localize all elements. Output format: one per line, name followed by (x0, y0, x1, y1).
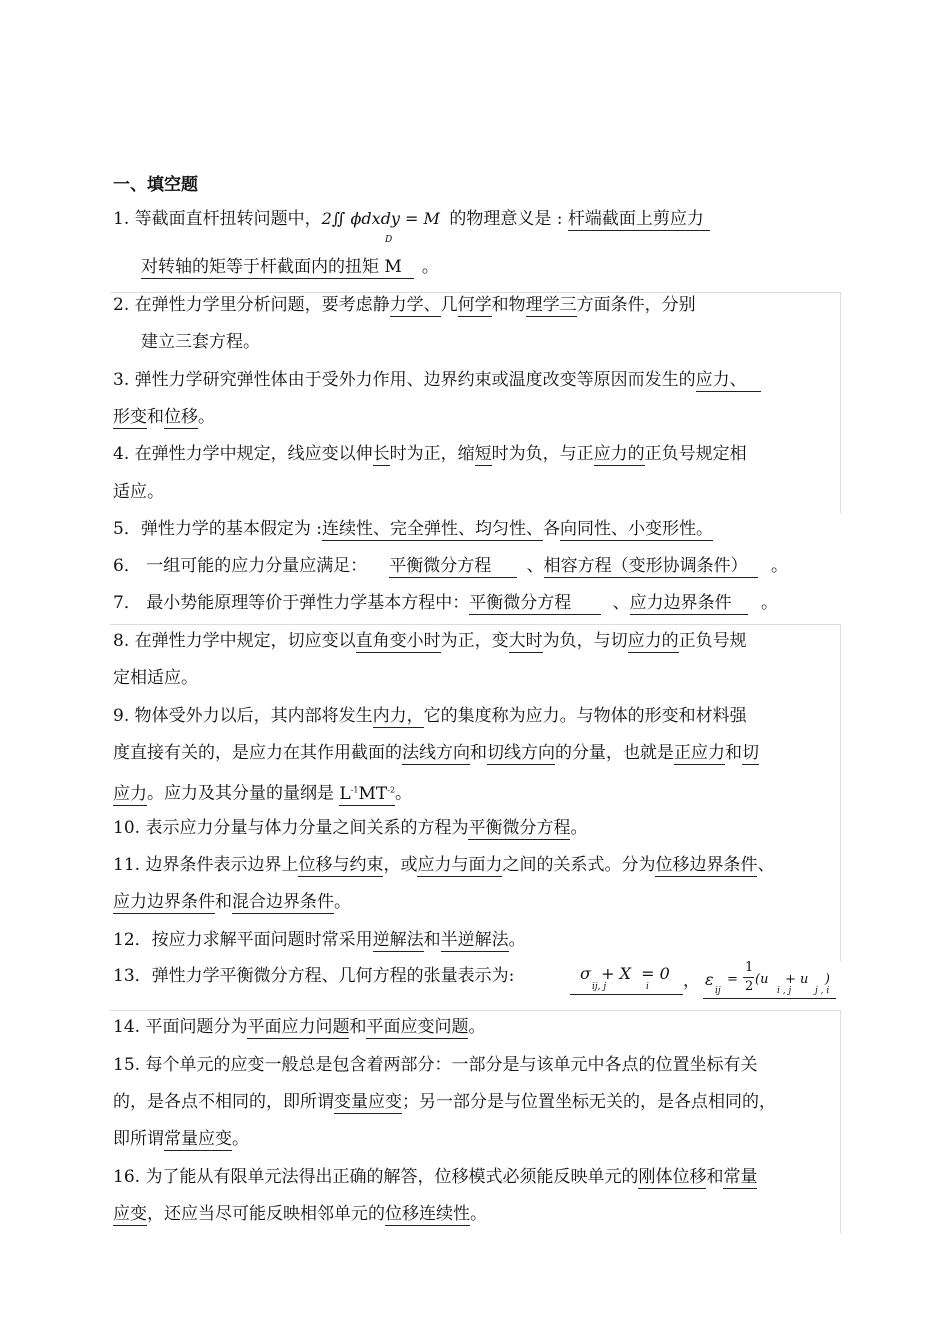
dimension-answer: $L^{-1}MT^{-2}$ (339, 783, 396, 804)
question-8-line-2: 定相适应。 (113, 668, 198, 688)
question-9-line-3: 应力。应力及其分量的量纲是 $L^{-1}MT^{-2}$。 (113, 783, 413, 804)
question-8-line-1: 8. 在弹性力学中规定，切应变以直角变小时为正，变大时为负，与切应力的正负号规 (113, 631, 747, 651)
question-16-line-1: 16. 为了能从有限单元法得出正确的解答，位移模式必须能反映单元的刚体位移和常量 (113, 1167, 758, 1187)
question-4-line-1: 4. 在弹性力学中规定，线应变以伸长时为正，缩短时为负，与正应力的正负号规定相 (113, 444, 747, 464)
table-border-top (110, 292, 841, 513)
question-2-line-2: 建立三套方程。 (141, 332, 260, 352)
question-11-line-2: 应力边界条件和混合边界条件。 (113, 892, 351, 912)
integral-subscript: D (385, 235, 393, 245)
answer: 杆端截面上剪应力 (568, 209, 710, 231)
question-5: 5．弹性力学的基本假定为 :连续性、完全弹性、均匀性、各向同性、小变形性。 (113, 519, 713, 539)
question-16-line-2: 应变，还应当尽可能反映相邻单元的位移连续性。 (113, 1204, 487, 1224)
question-9-line-2: 度直接有关的，是应力在其作用截面的法线方向和切线方向的分量，也就是正应力和切 (113, 743, 759, 763)
question-10: 10. 表示应力分量与体力分量之间关系的方程为平衡微分方程。 (113, 818, 588, 838)
answer: 对转轴的矩等于杆截面内的扭矩 M (141, 257, 414, 279)
formula-geometric: ε ij = 1 2 (u + u ) i , j j , i (703, 960, 836, 999)
question-15-line-1: 15. 每个单元的应变一般总是包含着两部分：一部分是与该单元中各点的位置坐标有关 (113, 1055, 758, 1075)
question-13: 13．弹性力学平衡微分方程、几何方程的张量表示为: (113, 966, 515, 986)
question-1-line-1: 1. 等截面直杆扭转问题中，2∬ ϕdxdy = M 的物理意义是 : 杆端截面上剪应力 (113, 208, 710, 230)
question-7: 7． 最小势能原理等价于弹性力学基本方程中：平衡微分方程 、应力边界条件 。 (113, 593, 779, 613)
question-6: 6． 一组可能的应力分量应满足： 平衡微分方程 、相容方程（变形协调条件） 。 (113, 556, 789, 576)
question-1-line-2: 对转轴的矩等于杆截面内的扭矩 M 。 (141, 257, 439, 277)
question-2-line-1: 2. 在弹性力学里分析问题，要考虑静力学、几何学和物理学三方面条件，分别 (113, 295, 696, 315)
question-12: 12．按应力求解平面问题时常采用逆解法和半逆解法。 (113, 930, 526, 950)
integral-formula: 2∬ ϕdxdy = M (321, 209, 440, 228)
question-15-line-2: 的，是各点不相同的，即所谓变量应变；另一部分是与位置坐标无关的，是各点相同的， (113, 1092, 776, 1112)
formula-comma: ， (683, 971, 700, 991)
question-15-line-3: 即所谓常量应变。 (113, 1129, 249, 1149)
question-11-line-1: 11. 边界条件表示边界上位移与约束，或应力与面力之间的关系式。分为位移边界条件、 (113, 855, 775, 875)
question-4-line-2: 适应。 (113, 482, 164, 502)
question-3-line-1: 3. 弹性力学研究弹性体由于受外力作用、边界约束或温度改变等原因而发生的应力、 (113, 369, 761, 391)
formula-equilibrium: σ + X = 0 ij, j i (570, 962, 683, 995)
question-9-line-1: 9. 物体受外力以后，其内部将发生内力，它的集度称为应力。与物体的形变和材料强 (113, 706, 747, 726)
question-14: 14. 平面问题分为平面应力问题和平面应变问题。 (113, 1017, 486, 1037)
table-border-bottom (110, 1010, 841, 1233)
section-heading: 一、填空题 (113, 175, 198, 195)
question-3-line-2: 形变和位移。 (113, 407, 215, 427)
